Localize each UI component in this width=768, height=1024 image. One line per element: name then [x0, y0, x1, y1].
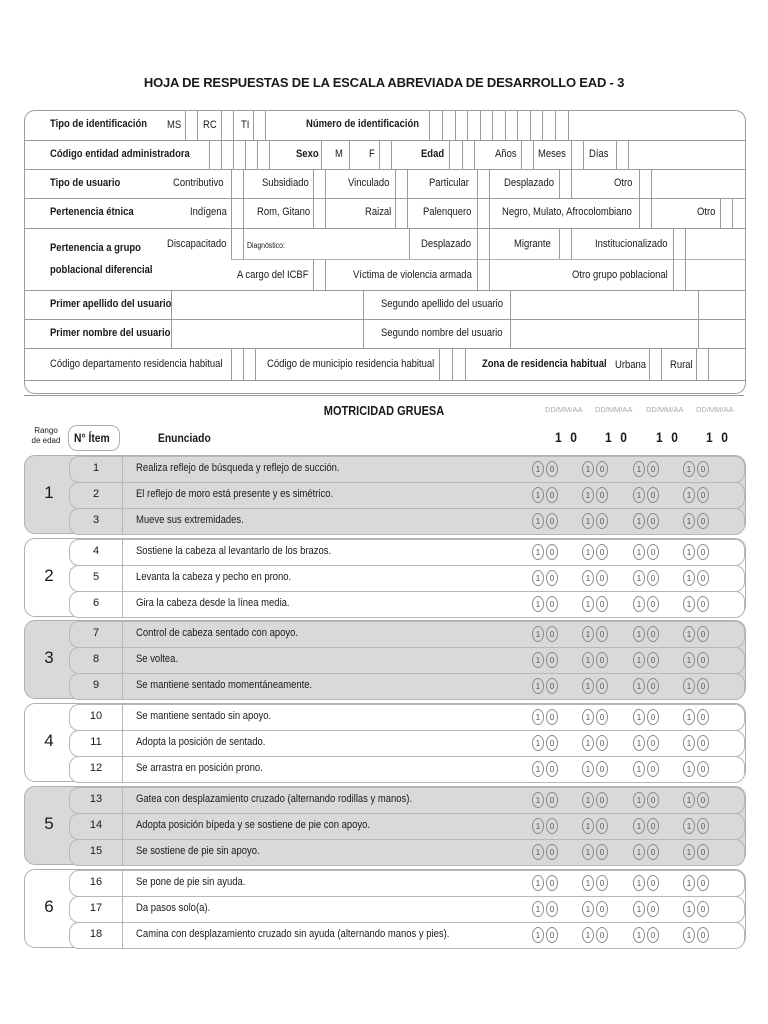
- label-edad: Edad: [421, 148, 445, 160]
- score-bubble-1[interactable]: 1: [633, 544, 645, 560]
- column-headers: [24, 426, 744, 452]
- score-bubble-0[interactable]: 0: [697, 735, 709, 751]
- score-bubble-0[interactable]: 0: [647, 570, 659, 586]
- score-header-1: 1 0: [555, 429, 580, 445]
- score-bubble-1[interactable]: 1: [532, 652, 544, 668]
- score-bubble-1[interactable]: 1: [582, 875, 594, 891]
- option-indigena: Indígena: [190, 206, 227, 218]
- row-identificacion: [25, 111, 745, 141]
- score-bubble-1[interactable]: 1: [532, 818, 544, 834]
- score-bubble-0[interactable]: 0: [546, 596, 558, 612]
- score-bubble-1[interactable]: 1: [633, 792, 645, 808]
- score-bubble-1[interactable]: 1: [532, 761, 544, 777]
- item-row: [69, 482, 745, 509]
- item-number: 1: [92, 462, 100, 474]
- score-bubble-1[interactable]: 1: [683, 735, 695, 751]
- score-bubble-0[interactable]: 0: [596, 513, 608, 529]
- date-placeholder-1: DD/MM/AA: [545, 405, 583, 414]
- option-negro-mulato: Negro, Mulato, Afrocolombiano: [502, 206, 632, 218]
- item-number: 13: [89, 793, 103, 805]
- score-bubble-0[interactable]: 0: [697, 487, 709, 503]
- option-otro-grupo: Otro grupo poblacional: [572, 269, 668, 281]
- item-statement: Gira la cabeza desde la línea media.: [136, 597, 290, 609]
- label-tipo-identificacion: Tipo de identificación: [50, 118, 148, 130]
- score-bubble-1[interactable]: 1: [683, 487, 695, 503]
- score-bubble-0[interactable]: 0: [546, 875, 558, 891]
- score-bubble-0[interactable]: 0: [697, 875, 709, 891]
- header-rango-line1: Rango: [34, 426, 58, 435]
- item-row: [69, 870, 745, 897]
- item-statement: Sostiene la cabeza al levantarlo de los brazos.: [136, 545, 332, 557]
- score-bubble-1[interactable]: 1: [532, 461, 544, 477]
- age-group-1: [24, 455, 746, 534]
- score-bubble-0[interactable]: 0: [596, 678, 608, 694]
- score-bubble-0[interactable]: 0: [596, 792, 608, 808]
- score-bubble-0[interactable]: 0: [596, 487, 608, 503]
- score-bubble-0[interactable]: 0: [647, 678, 659, 694]
- item-statement: Realiza reflejo de búsqueda y reflejo de succión.: [136, 462, 340, 474]
- item-row: [69, 839, 745, 866]
- option-f: F: [369, 148, 375, 160]
- score-bubble-0[interactable]: 0: [596, 461, 608, 477]
- item-number: 16: [89, 876, 103, 888]
- score-bubble-1[interactable]: 1: [582, 844, 594, 860]
- item-number: 4: [92, 545, 100, 557]
- row-residencia: [25, 348, 745, 381]
- header-rango-line2: de edad: [31, 436, 61, 445]
- score-bubble-1[interactable]: 1: [582, 461, 594, 477]
- label-segundo-nombre: Segundo nombre del usuario: [381, 327, 503, 339]
- item-row: [69, 813, 745, 840]
- score-bubble-0[interactable]: 0: [647, 652, 659, 668]
- score-bubble-1[interactable]: 1: [582, 596, 594, 612]
- score-bubble-1[interactable]: 1: [582, 678, 594, 694]
- item-number: 6: [92, 597, 100, 609]
- score-bubble-0[interactable]: 0: [596, 652, 608, 668]
- score-header-4: 1 0: [706, 429, 731, 445]
- item-row: [69, 896, 745, 923]
- item-number: 8: [92, 653, 100, 665]
- option-desplazado-grupo: Desplazado: [421, 238, 471, 250]
- item-number: 14: [89, 819, 103, 831]
- score-bubble-1[interactable]: 1: [532, 626, 544, 642]
- score-bubble-1[interactable]: 1: [633, 761, 645, 777]
- date-placeholder-4: DD/MM/AA: [696, 405, 734, 414]
- label-pertenencia-etnica: Pertenencia étnica: [50, 206, 134, 218]
- score-bubble-1[interactable]: 1: [633, 844, 645, 860]
- score-bubble-1[interactable]: 1: [683, 626, 695, 642]
- score-bubble-1[interactable]: 1: [633, 461, 645, 477]
- item-row: [69, 673, 745, 700]
- score-bubble-1[interactable]: 1: [532, 570, 544, 586]
- item-statement: El reflejo de moro está presente y es simétrico.: [136, 488, 334, 500]
- item-row: [69, 922, 745, 949]
- score-bubble-0[interactable]: 0: [697, 792, 709, 808]
- section-title: MOTRICIDAD GRUESA: [323, 404, 445, 418]
- item-row: [69, 456, 745, 483]
- score-header-3: 1 0: [656, 429, 681, 445]
- score-bubble-1[interactable]: 1: [633, 513, 645, 529]
- item-statement: Da pasos solo(a).: [136, 902, 211, 914]
- score-bubble-0[interactable]: 0: [546, 709, 558, 725]
- score-bubble-0[interactable]: 0: [697, 652, 709, 668]
- score-bubble-1[interactable]: 1: [582, 544, 594, 560]
- label-codigo-municipio: Código de municipio residencia habitual: [267, 358, 435, 370]
- score-bubble-0[interactable]: 0: [546, 735, 558, 751]
- score-bubble-0[interactable]: 0: [546, 761, 558, 777]
- item-number: 10: [89, 710, 103, 722]
- score-bubble-0[interactable]: 0: [596, 901, 608, 917]
- score-bubble-1[interactable]: 1: [582, 709, 594, 725]
- score-bubble-0[interactable]: 0: [647, 709, 659, 725]
- score-bubble-1[interactable]: 1: [633, 487, 645, 503]
- item-statement: Se mantiene sentado sin apoyo.: [136, 710, 272, 722]
- age-range-number: 3: [44, 648, 54, 667]
- label-tipo-usuario: Tipo de usuario: [50, 177, 121, 189]
- age-group-3: [24, 620, 746, 699]
- item-row: [69, 730, 745, 757]
- score-bubble-1[interactable]: 1: [532, 487, 544, 503]
- score-bubble-0[interactable]: 0: [546, 652, 558, 668]
- label-dias: Días: [589, 148, 609, 160]
- row-grupo-poblacional: [25, 228, 745, 291]
- score-bubble-1[interactable]: 1: [582, 735, 594, 751]
- item-row: [69, 647, 745, 674]
- score-bubble-0[interactable]: 0: [546, 818, 558, 834]
- row-apellidos: [25, 290, 745, 320]
- score-bubble-0[interactable]: 0: [546, 570, 558, 586]
- item-statement: Levanta la cabeza y pecho en prono.: [136, 571, 292, 583]
- item-statement: Mueve sus extremidades.: [136, 514, 244, 526]
- item-number: 15: [89, 845, 103, 857]
- score-bubble-0[interactable]: 0: [697, 461, 709, 477]
- option-institucionalizado: Institucionalizado: [595, 238, 668, 250]
- score-bubble-1[interactable]: 1: [582, 487, 594, 503]
- score-bubble-1[interactable]: 1: [582, 927, 594, 943]
- score-bubble-0[interactable]: 0: [697, 844, 709, 860]
- score-bubble-1[interactable]: 1: [532, 735, 544, 751]
- score-bubble-1[interactable]: 1: [633, 570, 645, 586]
- label-zona-residencia: Zona de residencia habitual: [482, 358, 607, 370]
- item-row: [69, 621, 745, 648]
- label-anos: Años: [495, 148, 517, 160]
- score-bubble-0[interactable]: 0: [647, 927, 659, 943]
- option-otro: Otro: [614, 177, 633, 189]
- option-palenquero: Palenquero: [423, 206, 472, 218]
- score-bubble-0[interactable]: 0: [647, 818, 659, 834]
- item-number: 9: [92, 679, 100, 691]
- option-discapacitado: Discapacitado: [167, 238, 227, 250]
- score-bubble-1[interactable]: 1: [633, 735, 645, 751]
- item-number: 12: [89, 762, 103, 774]
- section-header: [24, 395, 744, 426]
- option-rural: Rural: [670, 359, 693, 371]
- score-bubble-0[interactable]: 0: [697, 596, 709, 612]
- score-bubble-0[interactable]: 0: [546, 626, 558, 642]
- option-a-cargo-icbf: A cargo del ICBF: [237, 269, 309, 281]
- row-entidad: [25, 140, 745, 170]
- item-row: [69, 539, 745, 566]
- score-bubble-1[interactable]: 1: [532, 927, 544, 943]
- row-pertenencia-etnica: [25, 198, 745, 229]
- header-item: N° Ítem: [74, 431, 110, 445]
- score-bubble-0[interactable]: 0: [647, 844, 659, 860]
- item-statement: Camina con desplazamiento cruzado sin ayuda (alternando manos y pies).: [136, 928, 450, 940]
- option-contributivo: Contributivo: [173, 177, 224, 189]
- option-subsidiado: Subsidiado: [262, 177, 309, 189]
- score-bubble-1[interactable]: 1: [582, 652, 594, 668]
- score-bubble-0[interactable]: 0: [546, 678, 558, 694]
- score-bubble-1[interactable]: 1: [683, 709, 695, 725]
- item-statement: Se sostiene de pie sin apoyo.: [136, 845, 260, 857]
- score-bubble-1[interactable]: 1: [683, 513, 695, 529]
- score-bubble-0[interactable]: 0: [697, 513, 709, 529]
- score-bubble-1[interactable]: 1: [532, 901, 544, 917]
- item-number: 17: [89, 902, 103, 914]
- score-bubble-0[interactable]: 0: [546, 792, 558, 808]
- item-row: [69, 787, 745, 814]
- label-primer-nombre: Primer nombre del usuario: [50, 327, 171, 339]
- score-bubble-1[interactable]: 1: [532, 513, 544, 529]
- score-bubble-0[interactable]: 0: [596, 626, 608, 642]
- score-bubble-1[interactable]: 1: [532, 709, 544, 725]
- date-placeholder-2: DD/MM/AA: [595, 405, 633, 414]
- score-bubble-0[interactable]: 0: [546, 544, 558, 560]
- option-ti: TI: [241, 119, 250, 131]
- score-bubble-0[interactable]: 0: [647, 544, 659, 560]
- score-bubble-1[interactable]: 1: [683, 544, 695, 560]
- label-codigo-departamento: Código departamento residencia habitual: [50, 358, 223, 370]
- score-bubble-1[interactable]: 1: [683, 818, 695, 834]
- item-statement: Control de cabeza sentado con apoyo.: [136, 627, 298, 639]
- age-group-2: [24, 538, 746, 617]
- score-bubble-1[interactable]: 1: [532, 596, 544, 612]
- score-bubble-1[interactable]: 1: [683, 761, 695, 777]
- score-bubble-0[interactable]: 0: [596, 735, 608, 751]
- score-bubble-0[interactable]: 0: [647, 792, 659, 808]
- age-range-number: 4: [44, 731, 54, 750]
- score-bubble-0[interactable]: 0: [596, 544, 608, 560]
- score-bubble-1[interactable]: 1: [532, 544, 544, 560]
- score-bubble-0[interactable]: 0: [697, 927, 709, 943]
- label-numero-identificacion: Número de identificación: [306, 118, 420, 130]
- score-bubble-1[interactable]: 1: [582, 570, 594, 586]
- score-bubble-0[interactable]: 0: [647, 596, 659, 612]
- score-bubble-0[interactable]: 0: [546, 927, 558, 943]
- score-bubble-0[interactable]: 0: [697, 544, 709, 560]
- score-bubble-0[interactable]: 0: [596, 570, 608, 586]
- option-urbana: Urbana: [615, 359, 647, 371]
- option-raizal: Raizal: [365, 206, 392, 218]
- age-range-number: 1: [44, 483, 54, 502]
- score-bubble-1[interactable]: 1: [582, 626, 594, 642]
- item-number: 3: [92, 514, 100, 526]
- item-number: 2: [92, 488, 100, 500]
- age-range-number: 2: [44, 566, 54, 585]
- score-bubble-1[interactable]: 1: [582, 792, 594, 808]
- score-bubble-0[interactable]: 0: [697, 818, 709, 834]
- label-pertenencia-grupo-2: poblacional diferencial: [50, 264, 153, 276]
- score-bubble-1[interactable]: 1: [683, 844, 695, 860]
- score-bubble-0[interactable]: 0: [546, 487, 558, 503]
- age-group-4: [24, 703, 746, 782]
- header-enunciado: Enunciado: [158, 431, 211, 445]
- item-statement: Adopta la posición de sentado.: [136, 736, 266, 748]
- option-rc: RC: [203, 119, 217, 131]
- score-bubble-0[interactable]: 0: [697, 570, 709, 586]
- label-sexo: Sexo: [296, 148, 319, 160]
- option-vinculado: Vinculado: [348, 177, 390, 189]
- item-statement: Se arrastra en posición prono.: [136, 762, 263, 774]
- score-bubble-1[interactable]: 1: [582, 761, 594, 777]
- score-bubble-1[interactable]: 1: [683, 652, 695, 668]
- option-victima-violencia: Víctima de violencia armada: [353, 269, 472, 281]
- score-bubble-0[interactable]: 0: [546, 513, 558, 529]
- score-bubble-0[interactable]: 0: [647, 901, 659, 917]
- score-bubble-1[interactable]: 1: [683, 927, 695, 943]
- item-statement: Se voltea.: [136, 653, 179, 665]
- item-row: [69, 756, 745, 783]
- option-rom-gitano: Rom, Gitano: [257, 206, 311, 218]
- score-bubble-0[interactable]: 0: [546, 461, 558, 477]
- score-bubble-1[interactable]: 1: [532, 875, 544, 891]
- option-ms: MS: [167, 119, 182, 131]
- score-bubble-0[interactable]: 0: [647, 875, 659, 891]
- score-bubble-0[interactable]: 0: [596, 875, 608, 891]
- score-bubble-1[interactable]: 1: [633, 709, 645, 725]
- item-number: 5: [92, 571, 100, 583]
- score-bubble-0[interactable]: 0: [647, 461, 659, 477]
- score-bubble-0[interactable]: 0: [596, 818, 608, 834]
- option-particular: Particular: [429, 177, 469, 189]
- item-row: [69, 565, 745, 592]
- age-range-number: 6: [44, 897, 54, 916]
- score-bubble-0[interactable]: 0: [596, 927, 608, 943]
- age-group-5: [24, 786, 746, 865]
- score-bubble-0[interactable]: 0: [596, 596, 608, 612]
- item-statement: Se mantiene sentado momentáneamente.: [136, 679, 313, 691]
- score-bubble-0[interactable]: 0: [596, 709, 608, 725]
- score-bubble-0[interactable]: 0: [546, 844, 558, 860]
- score-bubble-1[interactable]: 1: [683, 875, 695, 891]
- row-tipo-usuario: [25, 169, 745, 199]
- option-migrante: Migrante: [514, 238, 551, 250]
- score-bubble-1[interactable]: 1: [633, 678, 645, 694]
- score-bubble-1[interactable]: 1: [683, 570, 695, 586]
- item-row: [69, 704, 745, 731]
- page-title: HOJA DE RESPUESTAS DE LA ESCALA ABREVIADA DE DESARROLLO EAD - 3: [143, 75, 625, 90]
- score-bubble-1[interactable]: 1: [633, 626, 645, 642]
- date-placeholder-3: DD/MM/AA: [646, 405, 684, 414]
- header-rango: [24, 426, 68, 446]
- score-bubble-1[interactable]: 1: [633, 818, 645, 834]
- item-number: 7: [92, 627, 100, 639]
- score-bubble-1[interactable]: 1: [633, 901, 645, 917]
- identification-form: [24, 110, 746, 394]
- score-bubble-1[interactable]: 1: [582, 901, 594, 917]
- score-bubble-1[interactable]: 1: [633, 652, 645, 668]
- score-bubble-0[interactable]: 0: [647, 735, 659, 751]
- item-statement: Se pone de pie sin ayuda.: [136, 876, 246, 888]
- option-m: M: [335, 148, 343, 160]
- score-bubble-1[interactable]: 1: [683, 792, 695, 808]
- label-diagnostico: Diagnóstico:: [247, 241, 285, 250]
- score-bubble-0[interactable]: 0: [697, 678, 709, 694]
- score-bubble-0[interactable]: 0: [596, 761, 608, 777]
- score-bubble-0[interactable]: 0: [697, 626, 709, 642]
- score-bubble-0[interactable]: 0: [647, 761, 659, 777]
- score-bubble-1[interactable]: 1: [633, 596, 645, 612]
- score-bubble-1[interactable]: 1: [532, 844, 544, 860]
- age-group-6: [24, 869, 746, 948]
- score-bubble-1[interactable]: 1: [633, 875, 645, 891]
- score-bubble-1[interactable]: 1: [582, 513, 594, 529]
- score-header-2: 1 0: [605, 429, 630, 445]
- score-bubble-1[interactable]: 1: [683, 461, 695, 477]
- score-bubble-1[interactable]: 1: [683, 596, 695, 612]
- score-bubble-1[interactable]: 1: [532, 678, 544, 694]
- label-pertenencia-grupo-1: Pertenencia a grupo: [50, 242, 141, 254]
- score-bubble-1[interactable]: 1: [532, 792, 544, 808]
- label-primer-apellido: Primer apellido del usuario: [50, 298, 172, 310]
- item-statement: Adopta posición bípeda y se sostiene de pie con apoyo.: [136, 819, 371, 831]
- age-range-number: 5: [44, 814, 54, 833]
- score-bubble-0[interactable]: 0: [647, 487, 659, 503]
- score-bubble-1[interactable]: 1: [683, 901, 695, 917]
- item-row: [69, 508, 745, 535]
- score-bubble-1[interactable]: 1: [683, 678, 695, 694]
- score-bubble-0[interactable]: 0: [596, 844, 608, 860]
- option-desplazado: Desplazado: [504, 177, 554, 189]
- score-bubble-0[interactable]: 0: [697, 709, 709, 725]
- score-bubble-0[interactable]: 0: [697, 761, 709, 777]
- score-bubble-0[interactable]: 0: [647, 513, 659, 529]
- score-bubble-0[interactable]: 0: [647, 626, 659, 642]
- option-otro-etnia: Otro: [697, 206, 716, 218]
- score-bubble-1[interactable]: 1: [582, 818, 594, 834]
- label-meses: Meses: [538, 148, 566, 160]
- item-number: 11: [90, 736, 102, 748]
- item-row: [69, 591, 745, 618]
- row-nombres: [25, 319, 745, 349]
- score-bubble-1[interactable]: 1: [633, 927, 645, 943]
- item-statement: Gatea con desplazamiento cruzado (alternando rodillas y manos).: [136, 793, 413, 805]
- score-bubble-0[interactable]: 0: [546, 901, 558, 917]
- label-codigo-entidad: Código entidad administradora: [50, 148, 190, 160]
- label-segundo-apellido: Segundo apellido del usuario: [381, 298, 504, 310]
- score-bubble-0[interactable]: 0: [697, 901, 709, 917]
- item-number: 18: [89, 928, 103, 940]
